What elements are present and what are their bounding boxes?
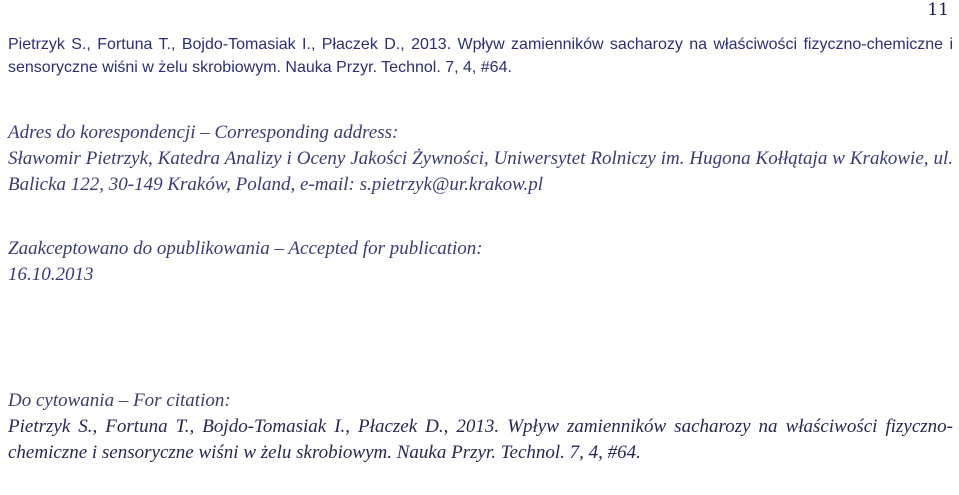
correspondence-address: Sławomir Pietrzyk, Katedra Analizy i Oceny Jakości Żywności, Uniwersytet Rolniczy im. Hugona Kołłątaja w Krakowie, ul. Balicka 122, 30-149 Kraków, Poland, e-mail: s.pietrzyk@ur.krakow.pl bbox=[8, 148, 953, 195]
correspondence-section bbox=[8, 120, 953, 198]
citation-heading: Do cytowania – For citation: bbox=[8, 390, 231, 411]
accepted-date: 16.10.2013 bbox=[8, 264, 94, 285]
citation-section bbox=[8, 388, 953, 466]
page-number: 11 bbox=[927, 0, 949, 20]
accepted-section bbox=[8, 236, 953, 288]
running-header-citation: Pietrzyk S., Fortuna T., Bojdo-Tomasiak I., Płaczek D., 2013. Wpływ zamienników sacharozy na właściwości fizyczno-chemiczne i sensoryczne wiśni w żelu skrobiowym. Nauka Przyr. Technol. 7, 4, #64. bbox=[8, 36, 953, 76]
correspondence-heading: Adres do korespondencji – Corresponding address: bbox=[8, 122, 399, 143]
accepted-heading: Zaakceptowano do opublikowania – Accepted for publication: bbox=[8, 238, 483, 259]
citation-text: Pietrzyk S., Fortuna T., Bojdo-Tomasiak I., Płaczek D., 2013. Wpływ zamienników sacharozy na właściwości fizyczno-chemiczne i sensoryczne wiśni w żelu skrobiowym. Nauka Przyr. Technol. 7, 4, #64. bbox=[8, 416, 953, 463]
